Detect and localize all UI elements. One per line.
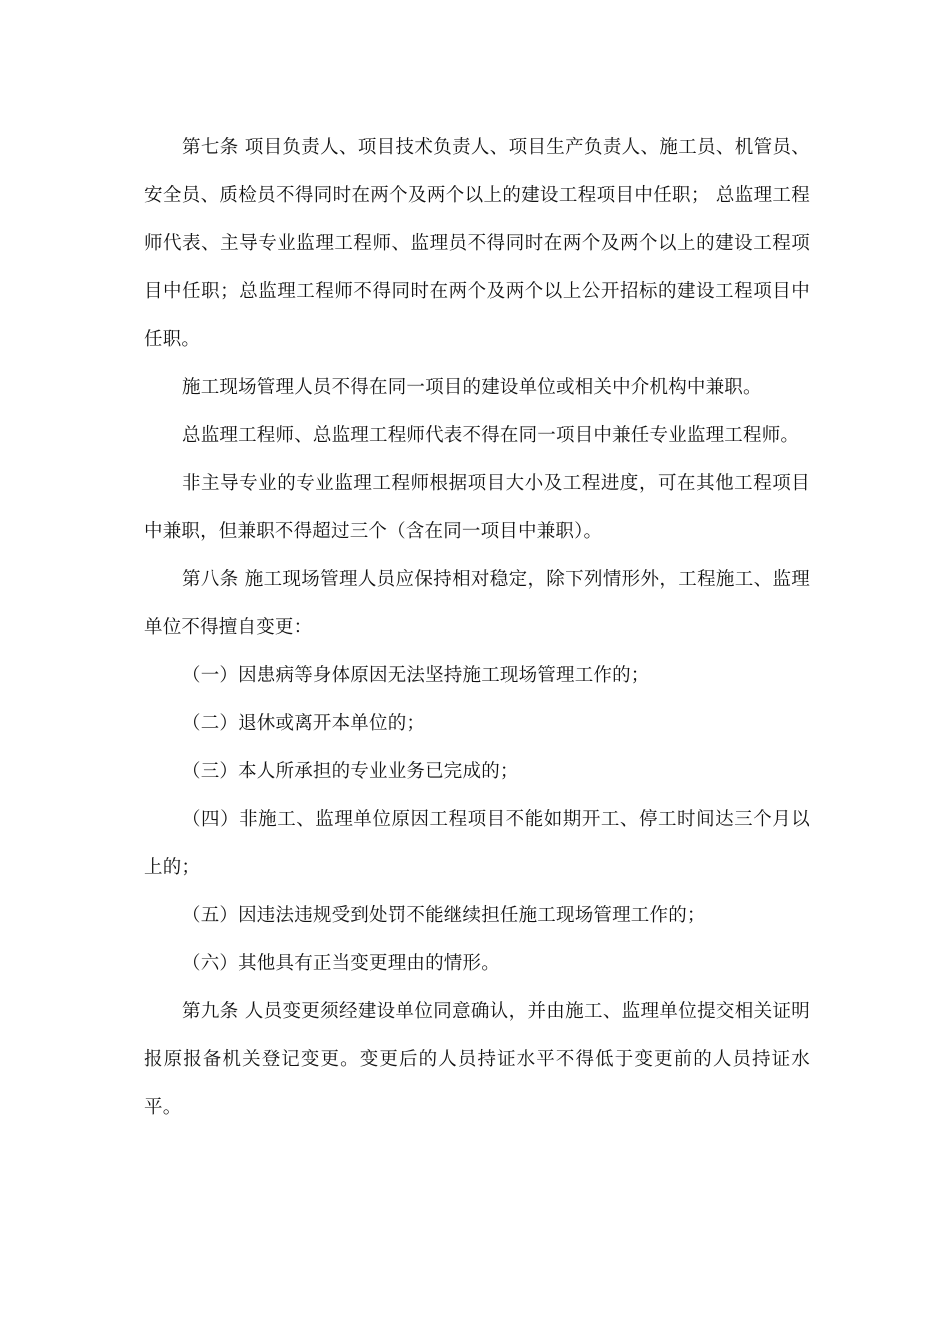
- article-8-item-3: （三）本人所承担的专业业务已完成的；: [182, 761, 519, 782]
- article-8-item-2: （二）退休或离开本单位的；: [182, 713, 426, 734]
- article-8-item-5: （五）因违法违规受到处罚不能继续担任施工现场管理工作的；: [182, 905, 706, 926]
- article-7-paragraph: 第七条 项目负责人、项目技术负责人、项目生产负责人、施工员、机管员、安全员、质检员不得同时在两个及两个以上的建设工程项目中任职； 总监理工程师代表、主导专业监理工程师、监理员不得同时在两个及两个以上的建设工程项目中任职；总监理工程师不得同时在两个及两个以上公开招标的建设工程项目中任职。: [144, 137, 810, 350]
- article-7-no-dual-role-paragraph: 施工现场管理人员不得在同一项目的建设单位或相关中介机构中兼职。: [182, 377, 762, 398]
- article-8-item-1: （一）因患病等身体原因无法坚持施工现场管理工作的；: [182, 665, 650, 686]
- article-9-paragraph: 第九条 人员变更须经建设单位同意确认，并由施工、监理单位提交相关证明报原报备机关登记变更。变更后的人员持证水平不得低于变更前的人员持证水平。: [144, 1001, 810, 1118]
- article-7-part-time-paragraph: 非主导专业的专业监理工程师根据项目大小及工程进度，可在其他工程项目中兼职，但兼职不得超过三个（含在同一项目中兼职）。: [144, 473, 810, 542]
- article-8-item-4: （四）非施工、监理单位原因工程项目不能如期开工、停工时间达三个月以上的；: [144, 809, 810, 878]
- article-7-chief-supervisor-paragraph: 总监理工程师、总监理工程师代表不得在同一项目中兼任专业监理工程师。: [182, 425, 800, 446]
- article-8-paragraph: 第八条 施工现场管理人员应保持相对稳定，除下列情形外，工程施工、监理单位不得擅自变更：: [144, 569, 810, 638]
- article-8-item-6: （六）其他具有正当变更理由的情形。: [182, 953, 500, 974]
- document-body: [144, 124, 810, 1132]
